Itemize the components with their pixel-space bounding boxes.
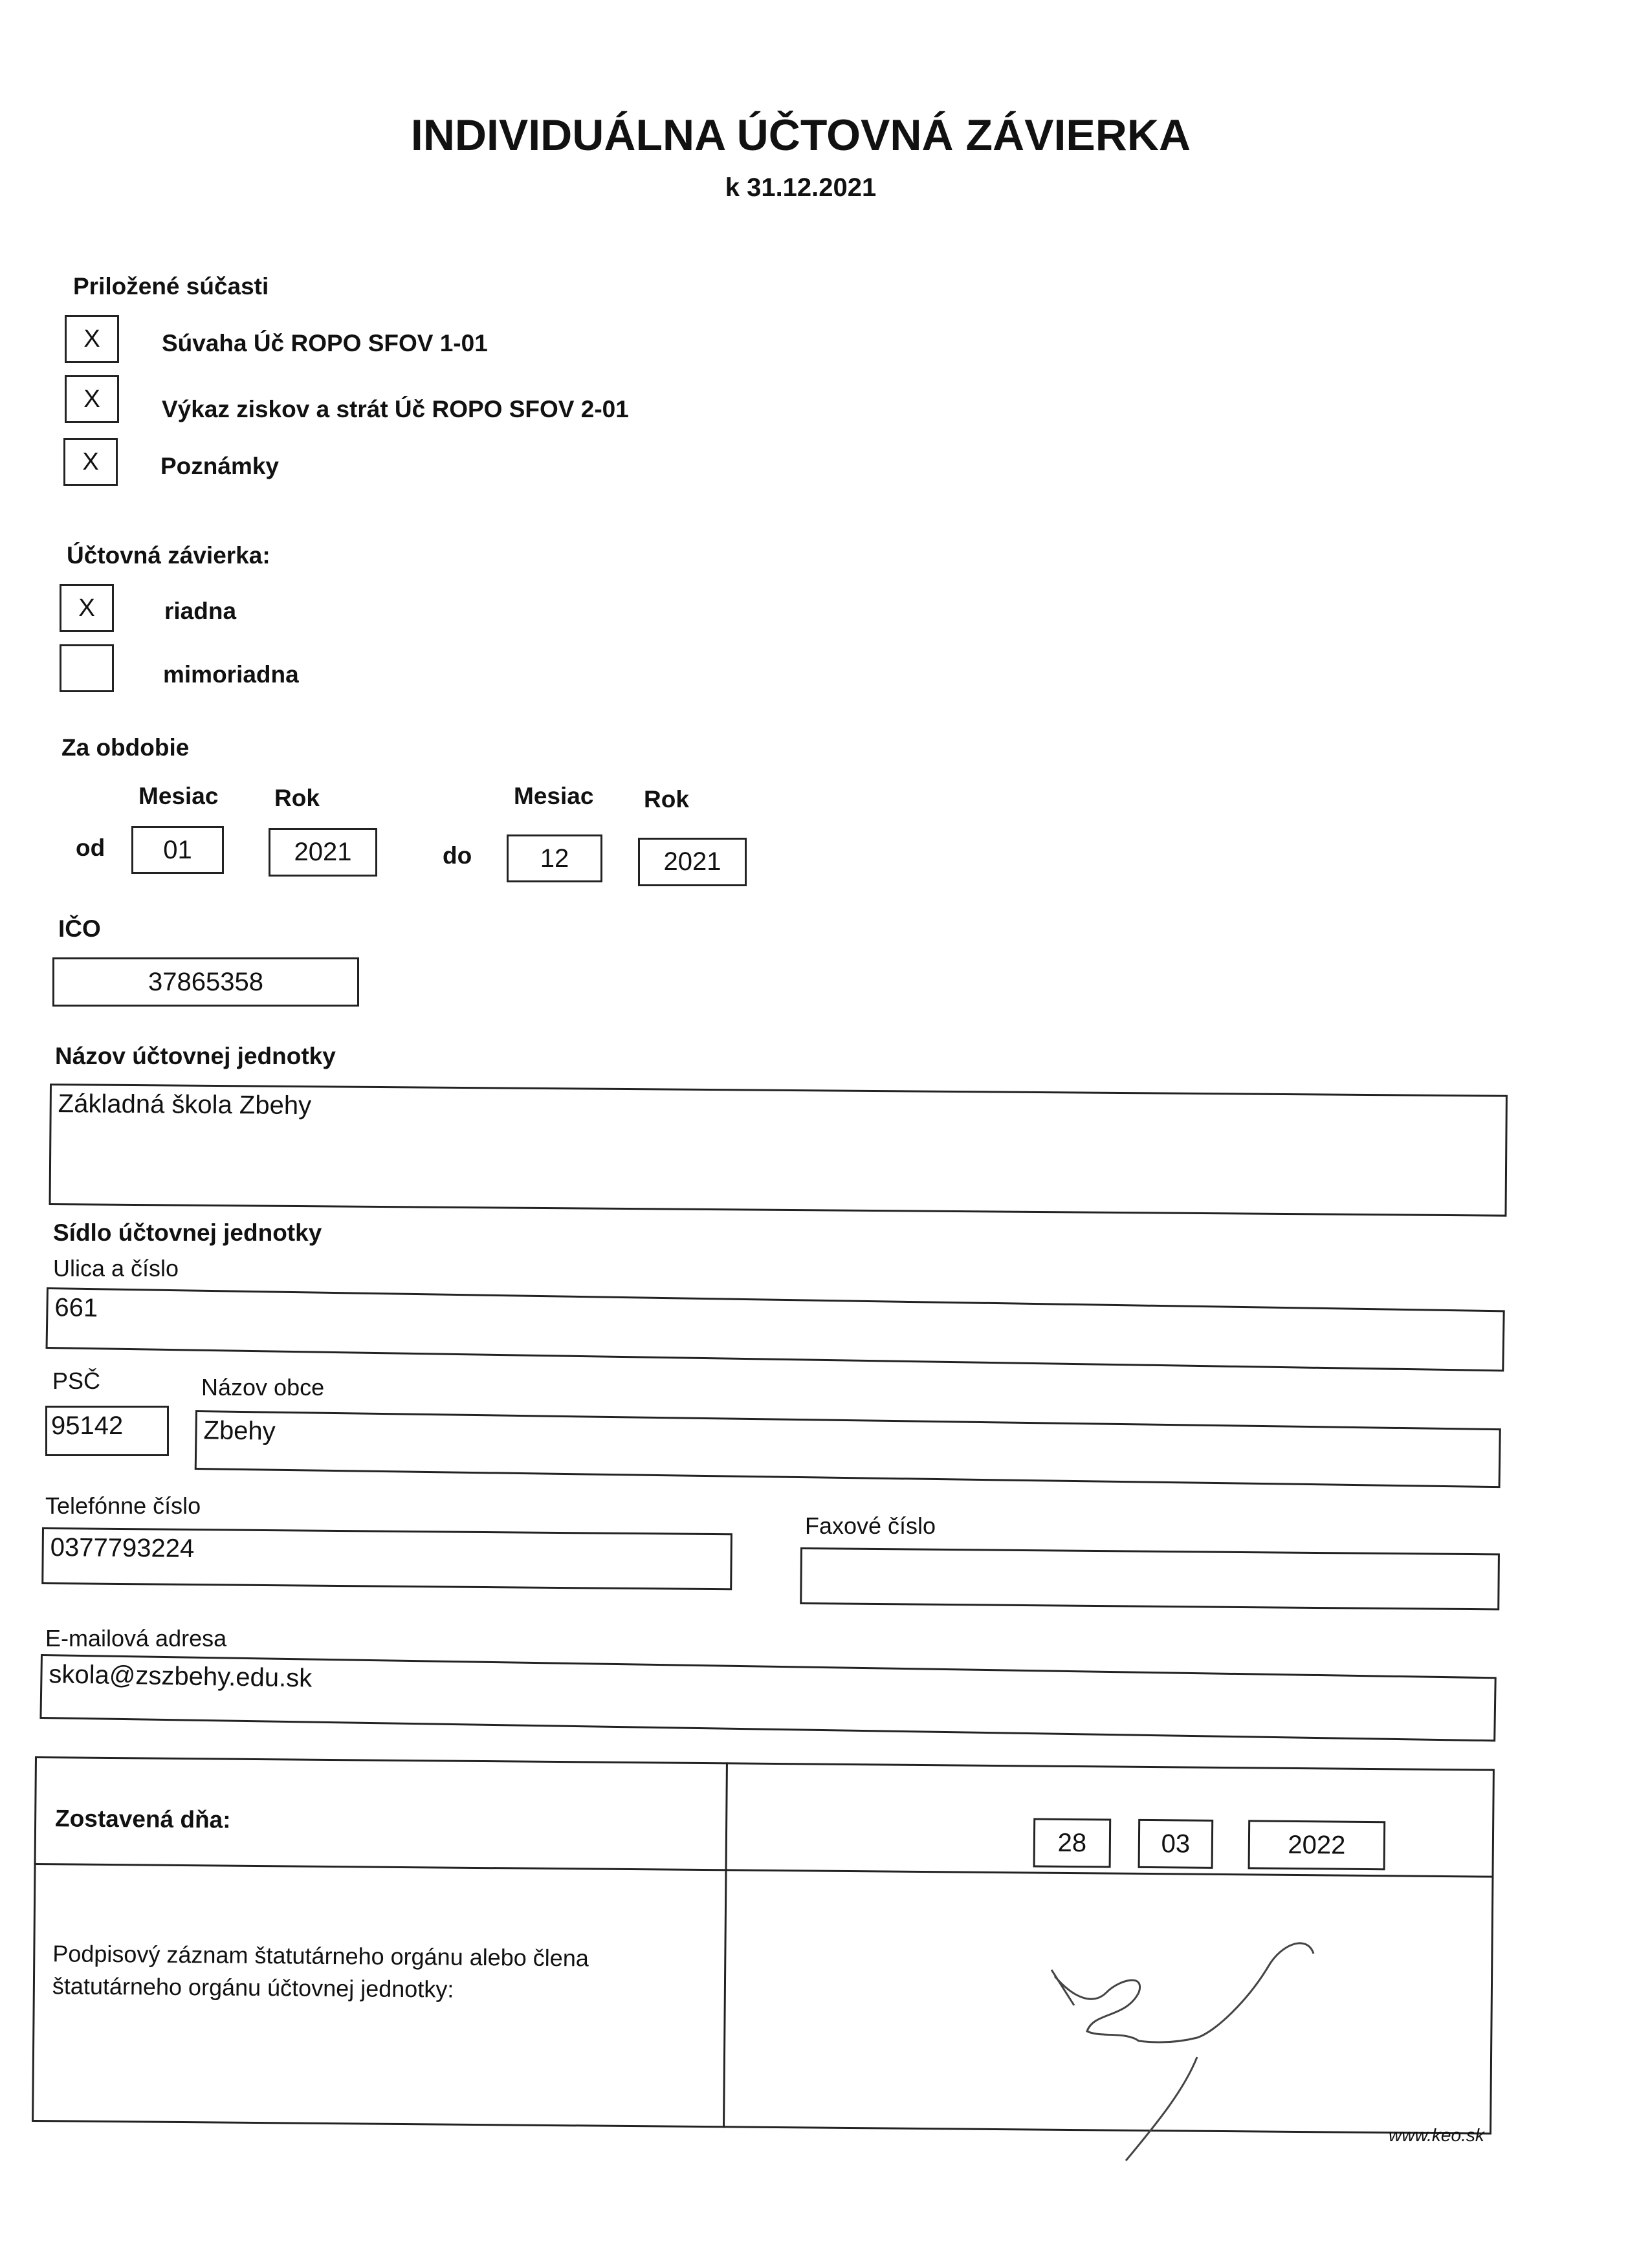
document-title: INDIVIDUÁLNA ÚČTOVNÁ ZÁVIERKA [410, 111, 1191, 160]
label-poznamky: Poznámky [160, 453, 280, 479]
name-field[interactable]: Základná škola Zbehy [49, 1084, 1508, 1217]
attachments-label: Priložené súčasti [73, 273, 269, 300]
period-label: Za obdobie [61, 734, 190, 761]
checkbox-riadna[interactable]: X [60, 584, 114, 632]
street-field[interactable]: 661 [46, 1287, 1505, 1371]
checkbox-poznamky[interactable]: X [63, 438, 118, 486]
city-field[interactable]: Zbehy [195, 1410, 1501, 1488]
handwritten-signature [1035, 1928, 1359, 2167]
ico-label: IČO [58, 915, 101, 942]
to-month-field[interactable]: 12 [507, 834, 602, 882]
fax-field[interactable] [800, 1547, 1500, 1610]
psc-label: PSČ [52, 1368, 101, 1394]
from-month-label: Mesiac [138, 783, 219, 809]
document-date: k 31.12.2021 [725, 173, 877, 202]
footer-url: www.keo.sk [1389, 2125, 1484, 2145]
type-label: Účtovná závierka: [67, 542, 270, 569]
phone-field[interactable]: 0377793224 [41, 1527, 732, 1590]
checkbox-vykaz[interactable]: X [65, 375, 119, 423]
signature-label: Podpisový záznam štatutárneho orgánu alebo člena štatutárneho orgánu účtovnej jednotky: [52, 1940, 589, 2003]
to-year-field[interactable]: 2021 [638, 838, 747, 886]
label-riadna: riadna [164, 598, 237, 624]
label-suvaha: Súvaha Úč ROPO SFOV 1-01 [162, 330, 488, 356]
seat-label: Sídlo účtovnej jednotky [53, 1219, 322, 1246]
compiled-year-field[interactable]: 2022 [1248, 1820, 1386, 1870]
fax-label: Faxové číslo [805, 1512, 936, 1539]
compiled-day-field[interactable]: 28 [1033, 1818, 1112, 1868]
psc-field[interactable]: 95142 [45, 1406, 169, 1456]
label-mimoriadna: mimoriadna [163, 661, 299, 688]
label-vykaz: Výkaz ziskov a strát Úč ROPO SFOV 2-01 [162, 396, 629, 422]
compiled-label: Zostavená dňa: [54, 1805, 231, 1833]
ico-field[interactable]: 37865358 [52, 957, 359, 1007]
name-label: Názov účtovnej jednotky [55, 1043, 336, 1069]
to-label: do [443, 842, 472, 869]
city-label: Názov obce [201, 1374, 325, 1401]
street-label: Ulica a číslo [53, 1255, 179, 1281]
checkbox-mimoriadna[interactable] [60, 644, 114, 692]
email-field[interactable]: skola@zszbehy.edu.sk [39, 1654, 1496, 1741]
email-label: E-mailová adresa [45, 1625, 227, 1652]
phone-label: Telefónne číslo [45, 1492, 201, 1519]
to-month-label: Mesiac [514, 783, 594, 809]
to-year-label: Rok [644, 786, 689, 812]
from-year-field[interactable]: 2021 [269, 828, 377, 877]
checkbox-suvaha[interactable]: X [65, 315, 119, 363]
from-label: od [76, 834, 105, 861]
from-month-field[interactable]: 01 [131, 826, 224, 874]
from-year-label: Rok [274, 785, 320, 811]
compiled-month-field[interactable]: 03 [1138, 1819, 1214, 1869]
